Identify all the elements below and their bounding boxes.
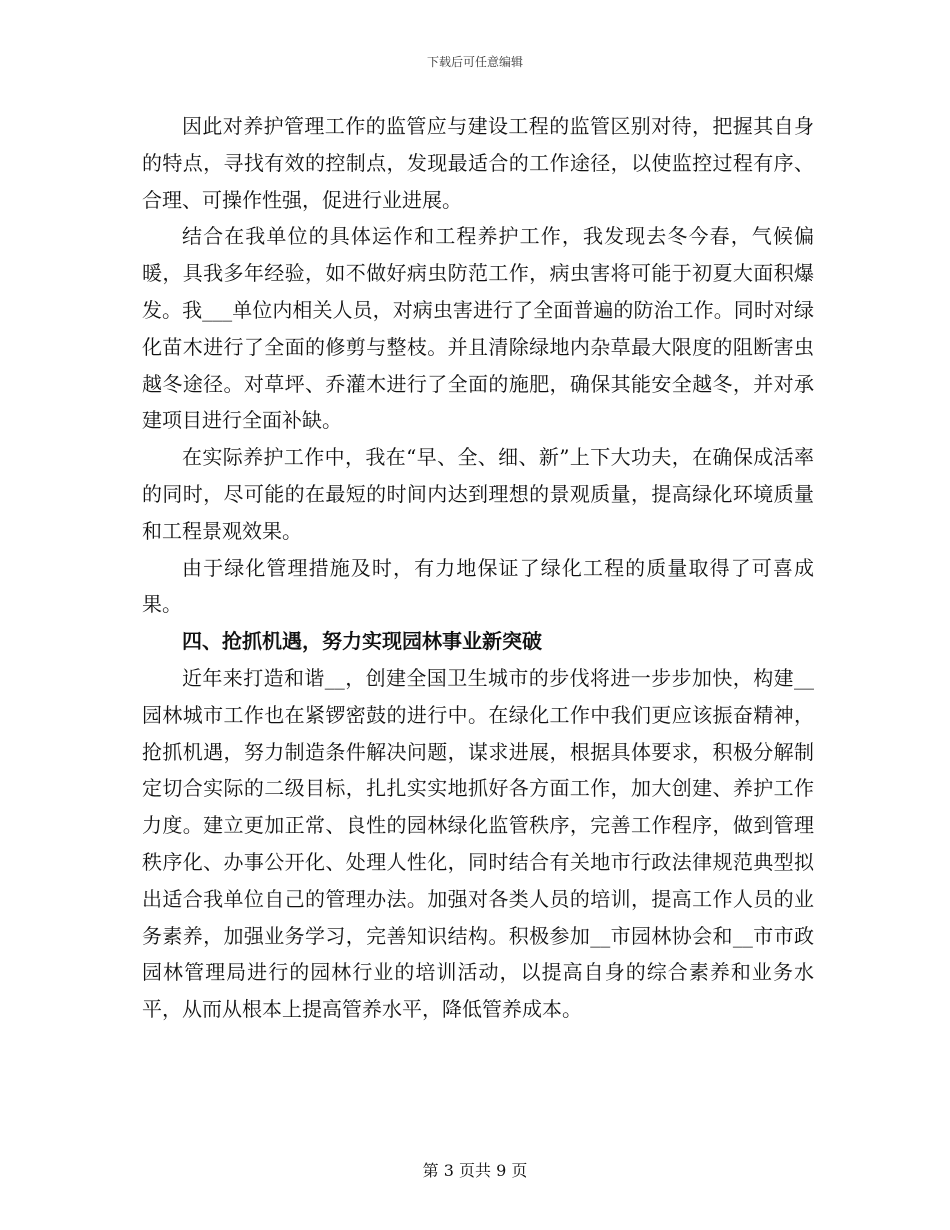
page-header: 下载后可任意编辑: [426, 55, 523, 69]
paragraph-3: 在实际养护工作中，我在“早、全、细、新”上下大功夫，在确保成活率的同时，尽可能的在最短的时间内达到理想的景观质量，提高绿化环境质量和工程景观效果。: [142, 445, 814, 543]
document-body: [142, 108, 814, 1028]
page-footer: 第 3 页共 9 页: [422, 1161, 528, 1180]
paragraph-1: 因此对养护管理工作的监管应与建设工程的监管区别对待，把握其自身的特点，寻找有效的控制点，发现最适合的工作途径，以使监控过程有序、合理、可操作性强，促进行业进展。: [142, 114, 814, 212]
paragraph-5: 近年来打造和谐__，创建全国卫生城市的步伐将进一步步加快，构建__园林城市工作也在紧锣密鼓的进行中。在绿化工作中我们更应该振奋精神，抢抓机遇，努力制造条件解决问题，谋求进展，根据具体要求，积极分解制定切合实际的二级目标，扎扎实实地抓好各方面工作，加大创建、养护工作力度。建立更加正常、良性的园林绿化监管秩序，完善工作程序，做到管理秩序化、办事公开化、处理人性化，同时结合有关地市行政法律规范典型拟出适合我单位自己的管理办法。加强对各类人员的培训，提高工作人员的业务素养，加强业务学习，完善知识结构。积极参加__市园林协会和__市市政园林管理局进行的园林行业的培训活动，以提高自身的综合素养和业务水平，从而从根本上提高管养水平，降低管养成本。: [142, 665, 814, 1022]
section-heading: 四、抢抓机遇，努力实现园林事业新突破: [182, 629, 542, 654]
paragraph-4: 由于绿化管理措施及时，有力地保证了绿化工程的质量取得了可喜成果。: [142, 555, 814, 617]
paragraph-2: 结合在我单位的具体运作和工程养护工作，我发现去冬今春，气候偏暖，具我多年经验，如不做好病虫防范工作，病虫害将可能于初夏大面积爆发。我___单位内相关人员，对病虫害进行了全面普遍的防治工作。同时对绿化苗木进行了全面的修剪与整枝。并且清除绿地内杂草最大限度的阻断害虫越冬途径。对草坪、乔灌木进行了全面的施肥，确保其能安全越冬，并对承建项目进行全面补缺。: [142, 224, 814, 433]
